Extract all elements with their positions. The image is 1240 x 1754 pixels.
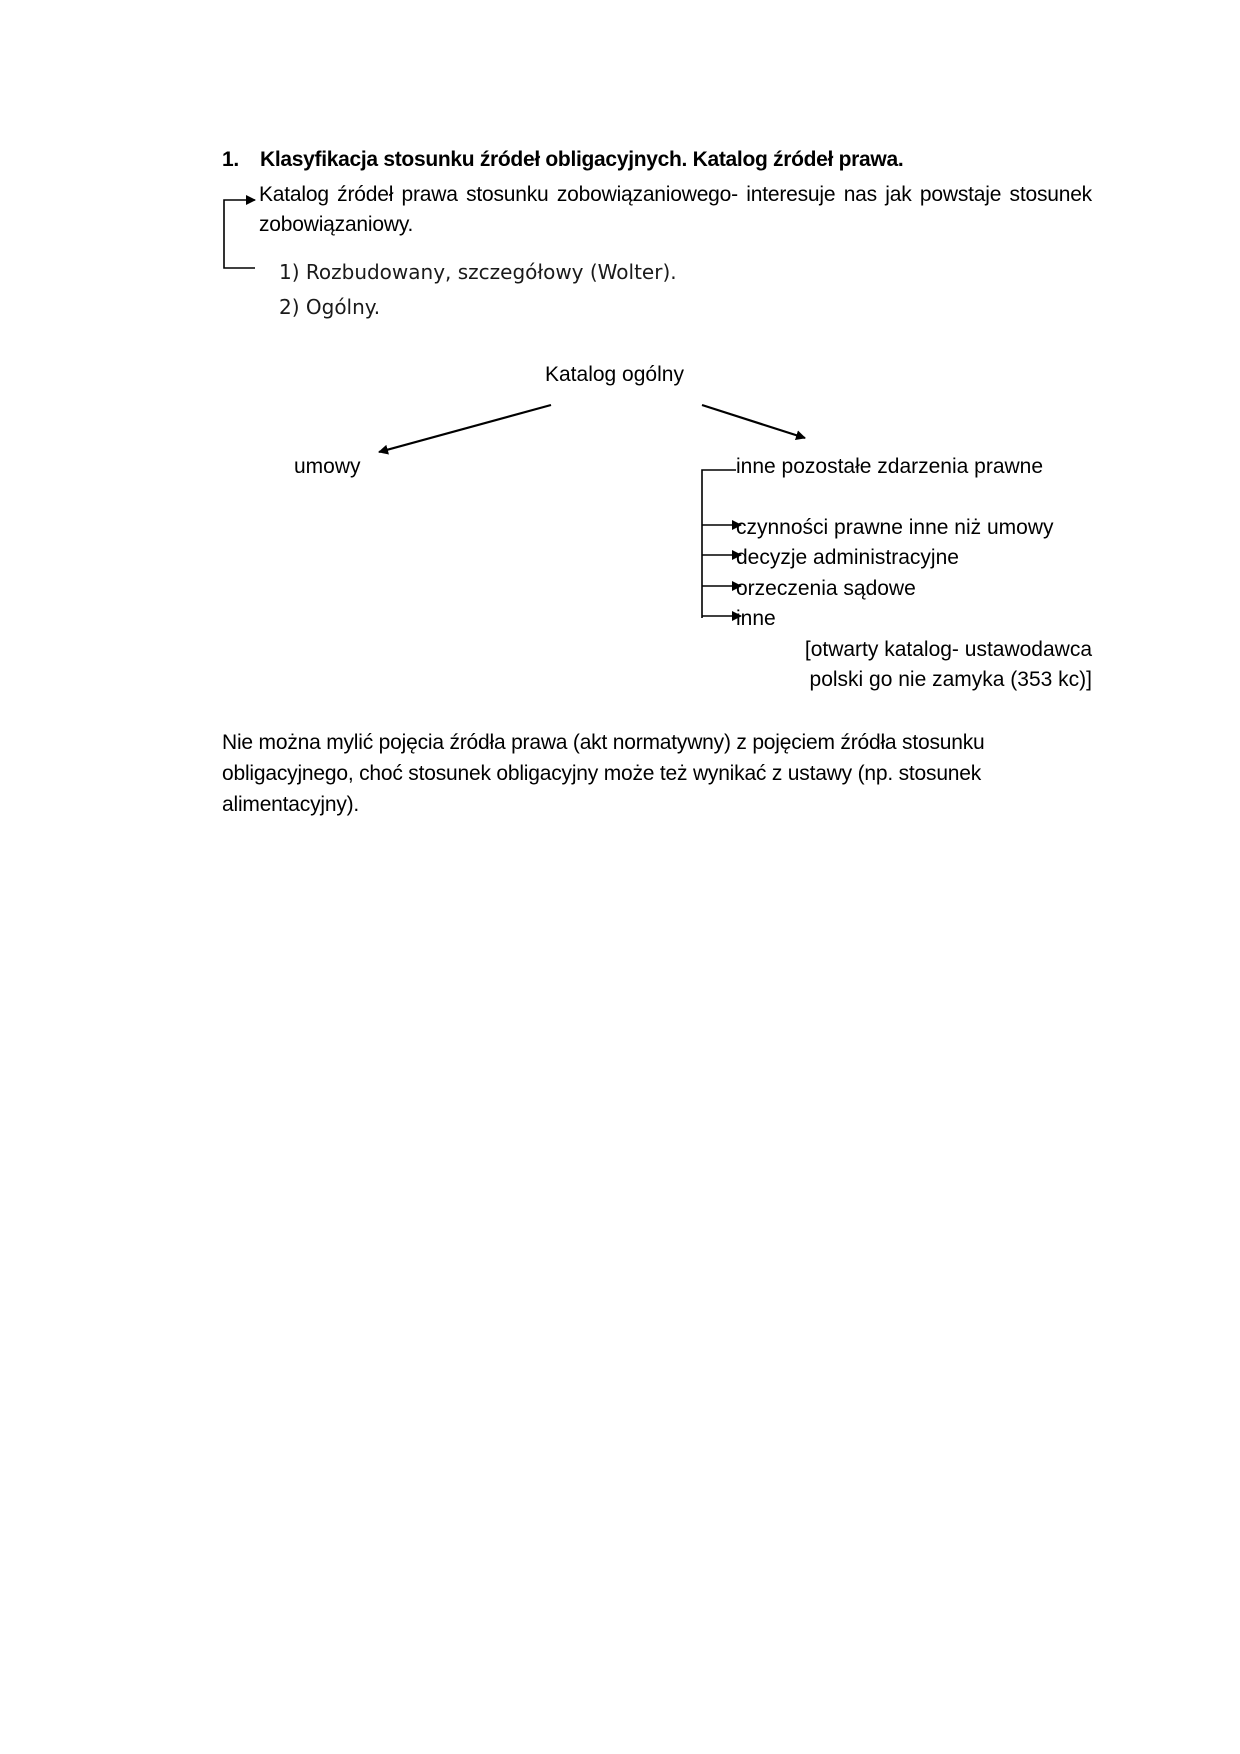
diagram-sub-item: orzeczenia sądowe [736,577,916,600]
section-heading [222,148,903,172]
diagram-right-branch: inne pozostałe zdarzenia prawne [736,455,1044,478]
intro-paragraph: Katalog źródeł prawa stosunku zobowiązaniowego- interesuje nas jak powstaje stosunek zobowiązaniowy. [259,183,1092,236]
intro-bracket-arrow [224,200,255,268]
closing-paragraph: Nie można mylić pojęcia źródła prawa (akt normatywny) z pojęciem źródła stosunku obligacyjnego, choć stosunek obligacyjny może też wynikać z ustawy (np. stosunek alimentacyjny). [222,731,985,816]
diagram-sub-item: inne [736,607,776,630]
arrow-to-umowy [379,405,551,452]
diagram-note-line: polski go nie zamyka (353 kc)] [809,668,1092,691]
diagram-sub-item: decyzje administracyjne [736,546,959,569]
heading-number: 1. [222,148,239,171]
diagram-note-line: [otwarty katalog- ustawodawca [804,638,1092,661]
sub-items-bracket [702,470,736,618]
list-item: 2) Ogólny. [279,295,381,319]
diagram-sub-item: czynności prawne inne niż umowy [736,516,1054,539]
diagram-root-label: Katalog ogólny [545,363,684,386]
heading-text: Klasyfikacja stosunku źródeł obligacyjnych. Katalog źródeł prawa. [260,148,904,171]
list-item: 1) Rozbudowany, szczegółowy (Wolter). [279,260,677,284]
diagram-left-branch: umowy [294,455,361,478]
arrow-to-inne-zdarzenia [702,405,805,438]
